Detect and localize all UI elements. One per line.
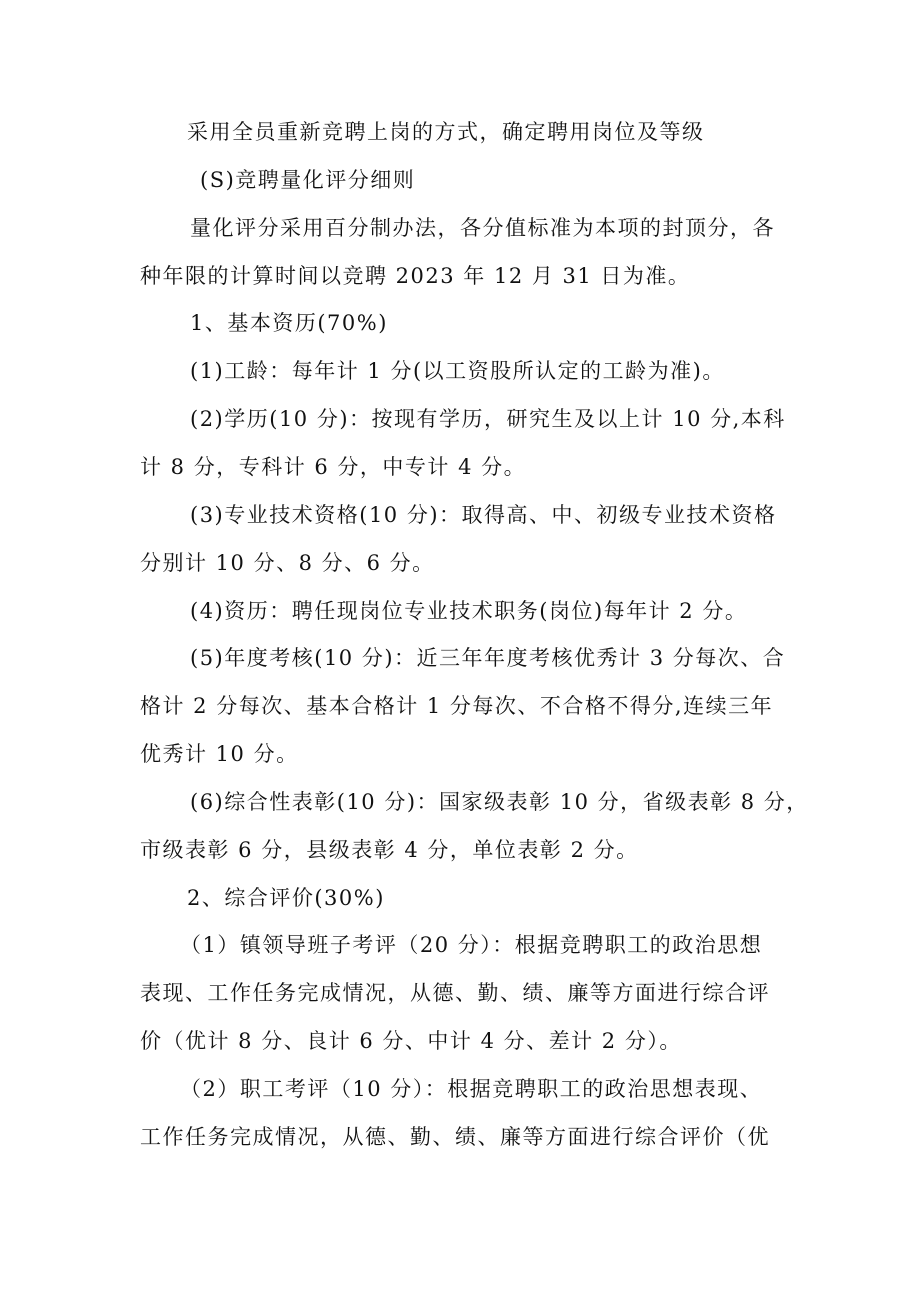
text-line: (6)综合性表彰(10 分)：国家级表彰 10 分，省级表彰 8 分， [190,790,809,814]
text-line: 分别计 10 分、8 分、6 分。 [140,551,435,575]
section-heading: 1、基本资历(70%) [190,311,388,335]
text-line: 市级表彰 6 分，县级表彰 4 分，单位表彰 2 分。 [140,838,639,862]
text-line: 表现、工作任务完成情况，从德、勤、绩、廉等方面进行综合评 [140,981,770,1005]
text-line: (2)学历(10 分)：按现有学历，研究生及以上计 10 分,本科 [190,407,786,431]
text-line: 量化评分采用百分制办法，各分值标准为本项的封顶分，各 [190,216,775,240]
text-line: 格计 2 分每次、基本合格计 1 分每次、不合格不得分,连续三年 [140,694,774,718]
text-line: (1)工龄：每年计 1 分(以工资股所认定的工龄为准)。 [190,359,725,383]
text-line: 采用全员重新竞聘上岗的方式，确定聘用岗位及等级 [187,120,705,144]
text-line: (4)资历：聘任现岗位专业技术职务(岗位)每年计 2 分。 [190,599,748,623]
text-line: （2）职工考评（10 分）：根据竞聘职工的政治思想表现、 [180,1077,763,1101]
text-line: 价（优计 8 分、良计 6 分、中计 4 分、差计 2 分）。 [140,1029,682,1053]
text-line: (5)年度考核(10 分)：近三年年度考核优秀计 3 分每次、合 [190,646,786,670]
text-line: （1）镇领导班子考评（20 分）：根据竞聘职工的政治思想 [180,933,763,957]
text-line: 工作任务完成情况，从德、勤、绩、廉等方面进行综合评价（优 [140,1125,770,1149]
section-heading: 2、综合评价(30%) [187,886,385,910]
text-line: 种年限的计算时间以竞聘 2023 年 12 月 31 日为准。 [140,264,691,288]
text-line: 计 8 分，专科计 6 分，中专计 4 分。 [140,455,527,479]
text-line: 优秀计 10 分。 [140,742,299,766]
text-line: (3)专业技术资格(10 分)：取得高、中、初级专业技术资格 [190,503,777,527]
section-heading: (S)竞聘量化评分细则 [200,168,416,192]
